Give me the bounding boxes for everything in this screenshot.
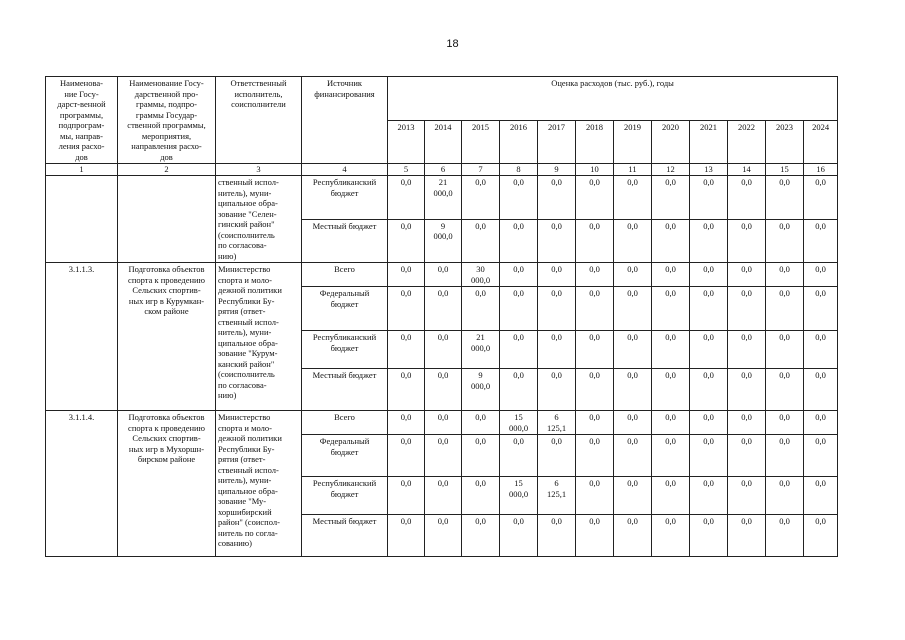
table-row bbox=[46, 263, 838, 287]
expense-value-2024: 0,0 bbox=[804, 219, 838, 263]
responsible-executor: Министерство спорта и моло- дежной политики Республики Бу- рятия (ответ- ственный испол- нитель), муни- ципальное обра- зование "Курум- канский район" (соисполнитель по согласова- нию) bbox=[216, 263, 302, 411]
expense-value-2019: 0,0 bbox=[614, 263, 652, 287]
expense-value-2014: 0,0 bbox=[425, 435, 462, 477]
expense-value-2022: 0,0 bbox=[728, 411, 766, 435]
expense-value-2015: 0,0 bbox=[462, 515, 500, 557]
expense-value-2018: 0,0 bbox=[576, 331, 614, 369]
expense-value-2020: 0,0 bbox=[652, 369, 690, 411]
expense-value-2013: 0,0 bbox=[388, 411, 425, 435]
expense-value-2024: 0,0 bbox=[804, 477, 838, 515]
expense-value-2015: 0,0 bbox=[462, 219, 500, 263]
expense-value-2018: 0,0 bbox=[576, 287, 614, 331]
funding-source: Местный бюджет bbox=[302, 369, 388, 411]
column-number: 16 bbox=[804, 164, 838, 176]
expense-value-2013: 0,0 bbox=[388, 331, 425, 369]
expense-value-2021: 0,0 bbox=[690, 515, 728, 557]
expense-value-2021: 0,0 bbox=[690, 219, 728, 263]
expense-value-2014: 0,0 bbox=[425, 515, 462, 557]
header-year-2020: 2020 bbox=[652, 120, 690, 164]
header-funding-source: Источник финансирования bbox=[302, 77, 388, 164]
expense-value-2015: 0,0 bbox=[462, 435, 500, 477]
expense-value-2017: 0,0 bbox=[538, 515, 576, 557]
column-number: 12 bbox=[652, 164, 690, 176]
column-number: 11 bbox=[614, 164, 652, 176]
expense-value-2016: 0,0 bbox=[500, 331, 538, 369]
column-number: 1 bbox=[46, 164, 118, 176]
expense-value-2022: 0,0 bbox=[728, 435, 766, 477]
expense-value-2023: 0,0 bbox=[766, 331, 804, 369]
header-executor: Ответственный исполнитель, соисполнители bbox=[216, 77, 302, 164]
header-estimate: Оценка расходов (тыс. руб.), годы bbox=[388, 77, 838, 121]
expenditure-table bbox=[45, 76, 838, 557]
column-number: 13 bbox=[690, 164, 728, 176]
expense-value-2019: 0,0 bbox=[614, 176, 652, 220]
expense-value-2016: 0,0 bbox=[500, 263, 538, 287]
expense-value-2016: 0,0 bbox=[500, 287, 538, 331]
expense-value-2017: 0,0 bbox=[538, 287, 576, 331]
column-number: 14 bbox=[728, 164, 766, 176]
funding-source: Всего bbox=[302, 411, 388, 435]
expense-value-2014: 0,0 bbox=[425, 263, 462, 287]
expense-value-2014: 0,0 bbox=[425, 287, 462, 331]
expense-value-2016: 0,0 bbox=[500, 515, 538, 557]
expense-value-2014: 9 000,0 bbox=[425, 219, 462, 263]
expense-value-2023: 0,0 bbox=[766, 219, 804, 263]
expense-value-2021: 0,0 bbox=[690, 176, 728, 220]
measure-name: Подготовка объектов спорта к проведению Сельских спортив- ных игр в Мухоршн- бирском районе bbox=[118, 411, 216, 557]
expense-value-2015: 0,0 bbox=[462, 477, 500, 515]
expense-value-2023: 0,0 bbox=[766, 435, 804, 477]
header-year-2018: 2018 bbox=[576, 120, 614, 164]
funding-source: Федеральный бюджет bbox=[302, 435, 388, 477]
expense-value-2021: 0,0 bbox=[690, 287, 728, 331]
expense-value-2014: 0,0 bbox=[425, 331, 462, 369]
expense-value-2015: 9 000,0 bbox=[462, 369, 500, 411]
expense-value-2021: 0,0 bbox=[690, 263, 728, 287]
header-measure-name: Наименование Госу- дарственной про- граммы, подпро- граммы Государ- ственной программы, мероприятия, направления расхо- дов bbox=[118, 77, 216, 164]
expense-value-2013: 0,0 bbox=[388, 369, 425, 411]
header-year-2019: 2019 bbox=[614, 120, 652, 164]
column-number: 15 bbox=[766, 164, 804, 176]
expense-value-2024: 0,0 bbox=[804, 263, 838, 287]
column-number: 3 bbox=[216, 164, 302, 176]
table-body bbox=[46, 176, 838, 557]
funding-source: Федеральный бюджет bbox=[302, 287, 388, 331]
expense-value-2013: 0,0 bbox=[388, 263, 425, 287]
expense-value-2016: 0,0 bbox=[500, 369, 538, 411]
expense-value-2019: 0,0 bbox=[614, 411, 652, 435]
expense-value-2014: 0,0 bbox=[425, 369, 462, 411]
expense-value-2024: 0,0 bbox=[804, 411, 838, 435]
expense-value-2018: 0,0 bbox=[576, 411, 614, 435]
expense-value-2019: 0,0 bbox=[614, 515, 652, 557]
expense-value-2018: 0,0 bbox=[576, 176, 614, 220]
measure-name bbox=[118, 176, 216, 263]
expense-value-2015: 0,0 bbox=[462, 411, 500, 435]
expense-value-2017: 0,0 bbox=[538, 219, 576, 263]
header-year-2013: 2013 bbox=[388, 120, 425, 164]
expense-value-2024: 0,0 bbox=[804, 369, 838, 411]
expense-value-2013: 0,0 bbox=[388, 176, 425, 220]
responsible-executor: Министерство спорта и моло- дежной политики Республики Бу- рятия (ответ- ственный испол- нитель), муни- ципальное обра- зование "Му- хоршибирский район" (соиспол- нитель по согла- сованию) bbox=[216, 411, 302, 557]
column-number: 8 bbox=[500, 164, 538, 176]
expense-value-2020: 0,0 bbox=[652, 435, 690, 477]
expense-value-2018: 0,0 bbox=[576, 477, 614, 515]
expense-value-2016: 0,0 bbox=[500, 435, 538, 477]
column-numbers-row bbox=[46, 164, 838, 176]
funding-source: Местный бюджет bbox=[302, 515, 388, 557]
expense-value-2015: 0,0 bbox=[462, 176, 500, 220]
header-year-2014: 2014 bbox=[425, 120, 462, 164]
expense-value-2018: 0,0 bbox=[576, 515, 614, 557]
expense-value-2017: 0,0 bbox=[538, 331, 576, 369]
expense-value-2014: 0,0 bbox=[425, 477, 462, 515]
expense-value-2023: 0,0 bbox=[766, 287, 804, 331]
expense-value-2019: 0,0 bbox=[614, 287, 652, 331]
funding-source: Республиканский бюджет bbox=[302, 477, 388, 515]
expense-value-2023: 0,0 bbox=[766, 477, 804, 515]
column-number: 9 bbox=[538, 164, 576, 176]
expense-value-2018: 0,0 bbox=[576, 369, 614, 411]
expense-value-2013: 0,0 bbox=[388, 477, 425, 515]
expense-value-2024: 0,0 bbox=[804, 435, 838, 477]
expense-value-2018: 0,0 bbox=[576, 219, 614, 263]
funding-source: Республиканский бюджет bbox=[302, 331, 388, 369]
column-number: 6 bbox=[425, 164, 462, 176]
responsible-executor: ственный испол- нитель), муни- ципальное обра- зование "Селен- гинский район" (соисполнитель по согласова- нию) bbox=[216, 176, 302, 263]
header-year-2015: 2015 bbox=[462, 120, 500, 164]
table-row bbox=[46, 411, 838, 435]
expense-value-2022: 0,0 bbox=[728, 515, 766, 557]
expense-value-2021: 0,0 bbox=[690, 477, 728, 515]
header-year-2016: 2016 bbox=[500, 120, 538, 164]
measure-name: Подготовка объектов спорта к проведению Сельских спортив- ных игр в Курумкан- ском районе bbox=[118, 263, 216, 411]
expense-value-2016: 0,0 bbox=[500, 176, 538, 220]
expense-value-2017: 0,0 bbox=[538, 176, 576, 220]
expense-value-2014: 0,0 bbox=[425, 411, 462, 435]
expense-value-2013: 0,0 bbox=[388, 287, 425, 331]
expense-value-2024: 0,0 bbox=[804, 287, 838, 331]
expense-value-2024: 0,0 bbox=[804, 176, 838, 220]
expense-value-2021: 0,0 bbox=[690, 435, 728, 477]
header-program-name: Наименова- ние Госу- дарст-венной программы, подпрограм- мы, направ- ления расхо- дов bbox=[46, 77, 118, 164]
expense-value-2023: 0,0 bbox=[766, 369, 804, 411]
expense-value-2023: 0,0 bbox=[766, 263, 804, 287]
header-year-2023: 2023 bbox=[766, 120, 804, 164]
expense-value-2020: 0,0 bbox=[652, 515, 690, 557]
measure-code: 3.1.1.3. bbox=[46, 263, 118, 411]
expense-value-2020: 0,0 bbox=[652, 219, 690, 263]
measure-code: 3.1.1.4. bbox=[46, 411, 118, 557]
expense-value-2022: 0,0 bbox=[728, 219, 766, 263]
expense-value-2017: 0,0 bbox=[538, 263, 576, 287]
column-number: 7 bbox=[462, 164, 500, 176]
expense-value-2022: 0,0 bbox=[728, 176, 766, 220]
expense-value-2017: 0,0 bbox=[538, 435, 576, 477]
expense-value-2016: 0,0 bbox=[500, 219, 538, 263]
expense-value-2019: 0,0 bbox=[614, 219, 652, 263]
expense-value-2018: 0,0 bbox=[576, 263, 614, 287]
header-year-2024: 2024 bbox=[804, 120, 838, 164]
expense-value-2013: 0,0 bbox=[388, 515, 425, 557]
page-number: 18 bbox=[446, 38, 459, 50]
expense-value-2015: 21 000,0 bbox=[462, 331, 500, 369]
expense-value-2017: 0,0 bbox=[538, 369, 576, 411]
expense-value-2014: 21 000,0 bbox=[425, 176, 462, 220]
expense-value-2020: 0,0 bbox=[652, 477, 690, 515]
column-number: 2 bbox=[118, 164, 216, 176]
funding-source: Всего bbox=[302, 263, 388, 287]
table-row bbox=[46, 176, 838, 220]
expense-value-2017: 6 125,1 bbox=[538, 477, 576, 515]
expense-value-2020: 0,0 bbox=[652, 263, 690, 287]
funding-source: Местный бюджет bbox=[302, 219, 388, 263]
expense-value-2024: 0,0 bbox=[804, 331, 838, 369]
column-number: 4 bbox=[302, 164, 388, 176]
expense-value-2019: 0,0 bbox=[614, 477, 652, 515]
expense-value-2022: 0,0 bbox=[728, 369, 766, 411]
expense-value-2013: 0,0 bbox=[388, 219, 425, 263]
expense-value-2021: 0,0 bbox=[690, 411, 728, 435]
column-number: 10 bbox=[576, 164, 614, 176]
expense-value-2023: 0,0 bbox=[766, 515, 804, 557]
expense-value-2021: 0,0 bbox=[690, 331, 728, 369]
expense-value-2016: 15 000,0 bbox=[500, 477, 538, 515]
expense-value-2022: 0,0 bbox=[728, 287, 766, 331]
column-number: 5 bbox=[388, 164, 425, 176]
header-year-2021: 2021 bbox=[690, 120, 728, 164]
header-row bbox=[46, 77, 838, 121]
expense-value-2024: 0,0 bbox=[804, 515, 838, 557]
expense-value-2022: 0,0 bbox=[728, 331, 766, 369]
expense-value-2023: 0,0 bbox=[766, 411, 804, 435]
expense-value-2013: 0,0 bbox=[388, 435, 425, 477]
expense-value-2020: 0,0 bbox=[652, 411, 690, 435]
expense-value-2020: 0,0 bbox=[652, 331, 690, 369]
expense-value-2018: 0,0 bbox=[576, 435, 614, 477]
expense-value-2020: 0,0 bbox=[652, 287, 690, 331]
expense-value-2021: 0,0 bbox=[690, 369, 728, 411]
expense-value-2023: 0,0 bbox=[766, 176, 804, 220]
funding-source: Республиканский бюджет bbox=[302, 176, 388, 220]
expense-value-2016: 15 000,0 bbox=[500, 411, 538, 435]
expense-value-2022: 0,0 bbox=[728, 477, 766, 515]
table-header bbox=[46, 77, 838, 176]
expense-value-2019: 0,0 bbox=[614, 369, 652, 411]
expense-value-2019: 0,0 bbox=[614, 331, 652, 369]
expense-value-2019: 0,0 bbox=[614, 435, 652, 477]
measure-code bbox=[46, 176, 118, 263]
expense-value-2015: 30 000,0 bbox=[462, 263, 500, 287]
header-year-2017: 2017 bbox=[538, 120, 576, 164]
expense-value-2022: 0,0 bbox=[728, 263, 766, 287]
expense-value-2015: 0,0 bbox=[462, 287, 500, 331]
expense-value-2017: 6 125,1 bbox=[538, 411, 576, 435]
header-year-2022: 2022 bbox=[728, 120, 766, 164]
expense-value-2020: 0,0 bbox=[652, 176, 690, 220]
